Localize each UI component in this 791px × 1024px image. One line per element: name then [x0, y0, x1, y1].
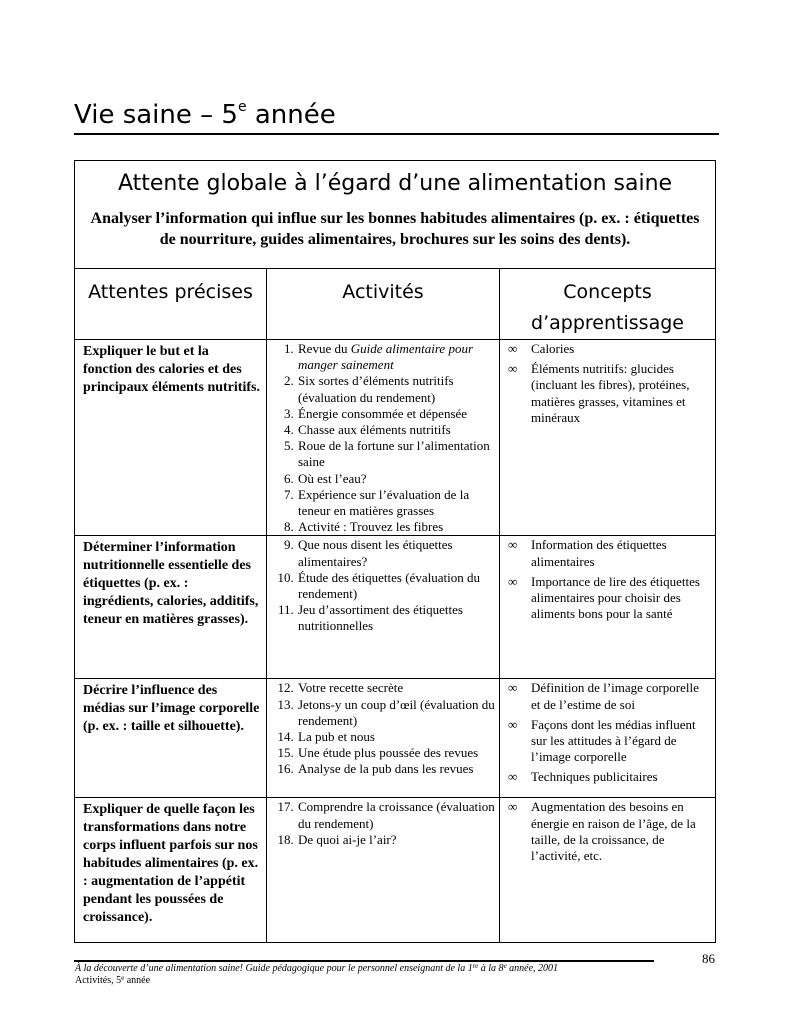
- activity-item: [297, 422, 495, 438]
- activity-text: Énergie consommée et dépensée: [298, 405, 468, 421]
- concepts-list: [500, 537, 715, 622]
- concept-item: ∞ Techniques publicitaires: [508, 769, 711, 785]
- footer-citation-c: année, 2001: [506, 963, 559, 974]
- concepts-cell: [500, 679, 716, 798]
- overview-title: Attente globale à l’égard d’une alimentation saine: [117, 171, 673, 196]
- table-row: [75, 679, 716, 798]
- activity-text: Roue de la fortune sur l’alimentation saine: [298, 438, 490, 470]
- activity-text: Que nous disent les étiquettes alimentaires?: [298, 537, 453, 569]
- activity-item: [297, 570, 495, 602]
- activities-list: [267, 341, 499, 535]
- activities-list: [267, 537, 499, 634]
- concept-item: ∞ Éléments nutritifs: glucides (incluant les fibres), protéines, matières grasses, vitamines et minéraux: [508, 361, 711, 426]
- footer-citation-b: à la 8: [478, 963, 504, 974]
- table-row: [75, 536, 716, 679]
- activity-item: [297, 761, 495, 777]
- table-row: [75, 798, 716, 943]
- activity-item: [297, 373, 495, 405]
- activity-text: Expérience sur l’évaluation de la teneur en matières grasses: [298, 486, 470, 519]
- activity-item: [297, 519, 495, 535]
- activity-italic-text: Guide alimentaire pour manger sainement: [298, 341, 473, 373]
- activity-text: Jetons-y un coup d’œil (évaluation du rendement): [298, 696, 495, 728]
- concepts-cell: [500, 798, 716, 943]
- activity-item: [297, 832, 495, 848]
- expectation-cell: Expliquer le but et la fonction des calories et des principaux éléments nutritifs.: [75, 340, 267, 536]
- title-rule: [74, 133, 719, 135]
- activity-text: Activité : Trouvez les fibres: [298, 519, 444, 535]
- concept-item: ∞ Importance de lire des étiquettes alimentaires pour choisir des aliments bons pour la santé: [508, 574, 711, 623]
- activity-text: De quoi ai-je l’air?: [298, 831, 397, 847]
- activity-text: Six sortes d’éléments nutritifs (évaluation du rendement): [298, 373, 454, 405]
- activity-item: [297, 602, 495, 634]
- footer-citation: [75, 963, 558, 975]
- page-title-rest: année: [246, 100, 336, 130]
- activity-text: Votre recette secrète: [298, 680, 404, 696]
- activities-list: [267, 799, 499, 848]
- footer-citation-a: À la découverte d’une alimentation saine! Guide pédagogique pour le personnel enseignant de la 1: [75, 963, 473, 974]
- header-activities: [267, 269, 500, 340]
- concept-item: ∞ Augmentation des besoins en énergie en raison de l’âge, de la taille, de la croissance, de l’activité, etc.: [508, 799, 711, 864]
- header-activities-label: Activités: [342, 281, 424, 303]
- activity-item: [297, 537, 495, 569]
- concepts-cell: [500, 340, 716, 536]
- overview-cell: [75, 161, 716, 269]
- activities-cell: [267, 679, 500, 798]
- activity-text: Étude des étiquettes (évaluation du rendement): [298, 569, 480, 602]
- activity-text: Revue du: [298, 341, 351, 356]
- footer-citation-sup2: e: [503, 962, 507, 970]
- header-concepts-label: Concepts d’apprentissage: [531, 281, 684, 334]
- activity-item: [297, 729, 495, 745]
- activity-item: [297, 471, 495, 487]
- footer-citation-sup1: re: [472, 962, 479, 970]
- page-title: [74, 98, 336, 132]
- concept-item: ∞ Façons dont les médias influent sur les attitudes à l’égard de l’image corporelle: [508, 717, 711, 766]
- activity-item: [297, 680, 495, 696]
- header-concepts: [500, 269, 716, 340]
- activity-text: Comprendre la croissance (évaluation du rendement): [298, 799, 495, 831]
- activity-item: [297, 745, 495, 761]
- concepts-list: [500, 799, 715, 864]
- activity-item: [297, 406, 495, 422]
- expectation-cell: Décrire l’influence des médias sur l’image corporelle (p. ex. : taille et silhouette).: [75, 679, 267, 798]
- concepts-cell: [500, 536, 716, 679]
- activity-text: La pub et nous: [298, 729, 375, 745]
- activity-item: [297, 487, 495, 519]
- page-title-main: Vie saine – 5: [74, 100, 238, 130]
- footer-section: [75, 975, 150, 987]
- concept-item: ∞ Information des étiquettes alimentaires: [508, 537, 711, 569]
- concept-item: ∞ Calories: [508, 341, 711, 357]
- footer-rule: [74, 960, 654, 962]
- concepts-list: [500, 341, 715, 426]
- footer-section-b: année: [124, 975, 151, 986]
- activity-item: [297, 341, 495, 373]
- table-row: [75, 340, 716, 536]
- header-expectations-label: Attentes précises: [88, 281, 253, 303]
- footer-section-sup: e: [121, 974, 125, 982]
- page-number: 86: [702, 951, 715, 966]
- activities-cell: [267, 798, 500, 943]
- expectation-cell: Expliquer de quelle façon les transformations dans notre corps influent parfois sur nos habitudes alimentaires (p. ex. : augmentation de l’appétit pendant les poussées de croissance).: [75, 798, 267, 943]
- activity-text: Où est l’eau?: [298, 470, 367, 486]
- curriculum-table: [74, 160, 716, 943]
- footer-section-a: Activités, 5: [75, 975, 122, 986]
- activity-item: [297, 799, 495, 831]
- activity-text: Chasse aux éléments nutritifs: [298, 422, 451, 438]
- concepts-list: [500, 680, 715, 785]
- concept-item: ∞ Définition de l’image corporelle et de l’estime de soi: [508, 680, 711, 712]
- header-expectations: [75, 269, 267, 340]
- activities-cell: [267, 536, 500, 679]
- activities-list: [267, 680, 499, 777]
- overview-text: Analyser l’information qui influe sur les bonnes habitudes alimentaires (p. ex. : étiquettes de nourriture, guides alimentaires, brochures sur les soins des dents).: [90, 210, 700, 248]
- page-title-superscript: e: [237, 99, 247, 115]
- activity-text: Jeu d’assortiment des étiquettes nutritionnelles: [298, 602, 463, 634]
- activities-cell: [267, 340, 500, 536]
- activity-item: [297, 697, 495, 729]
- activity-text: Une étude plus poussée des revues: [298, 745, 479, 761]
- activity-text: Analyse de la pub dans les revues: [298, 761, 474, 777]
- expectation-cell: Déterminer l’information nutritionnelle essentielle des étiquettes (p. ex. : ingrédients, calories, additifs, teneur en matières grasses).: [75, 536, 267, 679]
- activity-item: [297, 438, 495, 470]
